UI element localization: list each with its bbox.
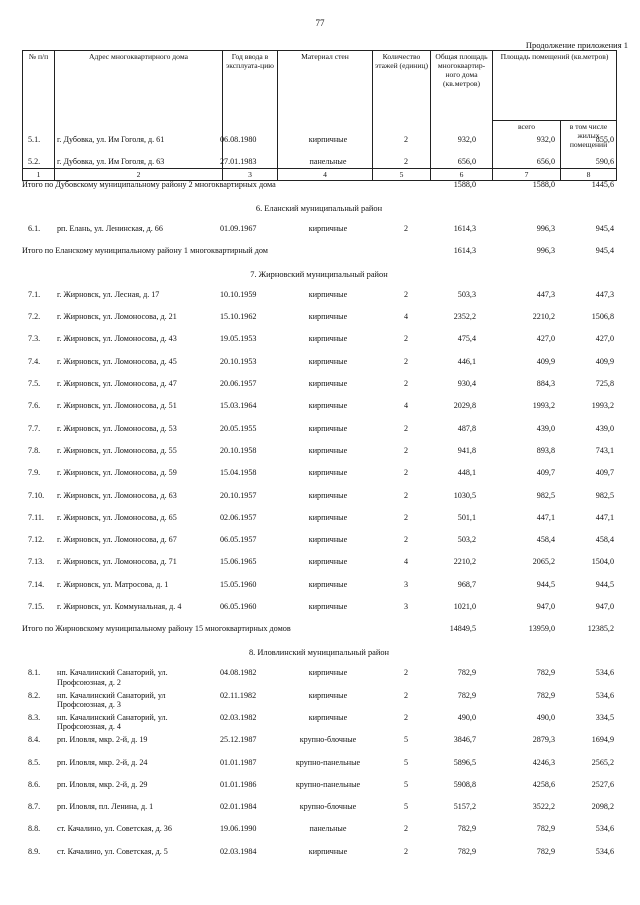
column-number: 5 (373, 169, 431, 181)
wall-material: крупно-блочные (299, 802, 357, 812)
wall-material: кирпичные (308, 423, 348, 433)
living-area: 458,4 (595, 535, 614, 545)
table-row (22, 780, 616, 802)
row-number: 8.5. (28, 757, 41, 767)
wall-material: кирпичные (308, 579, 348, 589)
total-area: 501,1 (457, 512, 476, 522)
living-area: 945,4 (595, 245, 614, 255)
address: г. Жирновск, ул. Матросова, д. 1 (57, 579, 169, 589)
table-row (22, 802, 616, 824)
commission-date: 06.05.1960 (220, 602, 257, 612)
wall-material: панельные (309, 157, 347, 167)
living-area: 1445,6 (591, 179, 614, 189)
table-row (22, 290, 616, 312)
floors: 2 (403, 512, 408, 522)
premises-area: 982,5 (536, 490, 555, 500)
floors: 2 (403, 289, 408, 299)
total-area: 2210,2 (453, 557, 476, 567)
page-number: 77 (315, 18, 325, 28)
floors: 4 (403, 557, 408, 567)
floors: 5 (403, 757, 408, 767)
living-area: 447,3 (595, 289, 614, 299)
premises-area: 893,8 (536, 445, 555, 455)
living-area: 447,1 (595, 512, 614, 522)
total-area: 782,9 (457, 846, 476, 856)
living-area: 534,6 (595, 668, 614, 678)
floors: 2 (403, 490, 408, 500)
floors: 3 (403, 579, 408, 589)
address: ст. Качалино, ул. Советская, д. 36 (57, 824, 172, 834)
commission-date: 20.10.1957 (220, 490, 257, 500)
premises-area: 2879,3 (532, 735, 555, 745)
premises-area: 13959,0 (528, 624, 555, 634)
table-row (22, 224, 616, 246)
total-area: 5908,8 (453, 779, 476, 789)
premises-area: 932,0 (536, 135, 555, 144)
row-number: 7.13. (28, 557, 45, 567)
row-number: 7.14. (28, 579, 45, 589)
total-area: 503,2 (457, 535, 476, 545)
total-area: 3846,7 (453, 735, 476, 745)
table-row (22, 424, 616, 446)
total-area: 490,0 (457, 712, 476, 722)
continuation-note: Продолжение приложения 1 (525, 40, 628, 50)
commission-date: 20.06.1957 (220, 379, 257, 389)
commission-date: 15.10.1962 (220, 312, 257, 322)
address: г. Дубовка, ул. Им Гоголя, д. 61 (57, 135, 165, 144)
floors: 3 (403, 602, 408, 612)
wall-material: кирпичные (308, 602, 348, 612)
total-area: 1614,3 (453, 223, 476, 233)
living-area: 590,6 (595, 157, 614, 167)
row-number: 6.1. (28, 223, 41, 233)
table-row (22, 602, 616, 624)
living-area: 1506,8 (591, 312, 614, 322)
address: г. Жирновск, ул. Ломоносова, д. 47 (57, 379, 177, 389)
premises-area: 2210,2 (532, 312, 555, 322)
address: рп. Иловля, мкр. 2-й, д. 29 (57, 779, 148, 789)
address: рп. Иловля, мкр. 2-й, д. 24 (57, 757, 148, 767)
commission-date: 15.05.1960 (220, 579, 257, 589)
floors: 2 (403, 445, 408, 455)
table-row (22, 379, 616, 401)
row-number: 7.5. (28, 379, 41, 389)
wall-material: кирпичные (308, 468, 348, 478)
total-area: 1021,0 (453, 602, 476, 612)
column-number: 1 (23, 169, 55, 181)
floors: 2 (403, 423, 408, 433)
premises-area: 439,0 (536, 423, 555, 433)
table-row (22, 580, 616, 602)
living-area: 2527,6 (591, 779, 614, 789)
table-row (22, 157, 616, 179)
premises-area: 4258,6 (532, 779, 555, 789)
header-number: № п/п (23, 51, 55, 169)
section-heading: 7. Жирновский муниципальный район (250, 269, 388, 279)
premises-area: 884,3 (536, 379, 555, 389)
address: г. Дубовка, ул. Им Гоголя, д. 63 (57, 157, 165, 167)
total-area: 503,3 (457, 289, 476, 299)
total-area: 930,4 (457, 379, 476, 389)
table-row (22, 535, 616, 557)
row-number: 5.1. (28, 135, 41, 144)
total-area: 1588,0 (453, 179, 476, 189)
wall-material: кирпичные (308, 557, 348, 567)
premises-area: 458,4 (536, 535, 555, 545)
commission-date: 10.10.1959 (220, 289, 257, 299)
wall-material: кирпичные (308, 512, 348, 522)
living-area: 409,9 (595, 356, 614, 366)
total-area: 5157,2 (453, 802, 476, 812)
living-area: 944,5 (595, 579, 614, 589)
table-row (22, 357, 616, 379)
address: нп. Качалинский Санаторий, ул Профсоюзная, д. 3 (57, 690, 166, 710)
floors: 2 (403, 135, 408, 144)
wall-material: крупно-панельные (295, 779, 361, 789)
wall-material: кирпичные (308, 445, 348, 455)
table-row (22, 691, 616, 713)
total-area: 446,1 (457, 356, 476, 366)
header-year: Год ввода в эксплуата-цию (223, 51, 278, 169)
living-area: 2565,2 (591, 757, 614, 767)
premises-area: 656,0 (536, 157, 555, 167)
table-row (22, 713, 616, 735)
commission-date: 19.06.1990 (220, 824, 257, 834)
address: рп. Иловля, пл. Ленина, д. 1 (57, 802, 154, 812)
commission-date: 01.01.1987 (220, 757, 257, 767)
wall-material: кирпичные (308, 490, 348, 500)
wall-material: кирпичные (308, 334, 348, 344)
living-area: 1694,9 (591, 735, 614, 745)
row-number: 8.4. (28, 735, 41, 745)
section-heading: 8. Иловлинский муниципальный район (248, 648, 390, 658)
wall-material: кирпичные (308, 690, 348, 700)
table-row (22, 401, 616, 423)
column-number: 7 (493, 169, 561, 181)
premises-area: 996,3 (536, 245, 555, 255)
total-row (22, 180, 616, 204)
row-number: 7.2. (28, 312, 41, 322)
floors: 2 (403, 824, 408, 834)
section-row (22, 648, 616, 668)
premises-area: 782,9 (536, 690, 555, 700)
header-premises-living: в том числе жилых помещений (561, 121, 617, 169)
premises-area: 1993,2 (532, 401, 555, 411)
address: г. Жирновск, ул. Ломоносова, д. 53 (57, 423, 177, 433)
premises-area: 944,5 (536, 579, 555, 589)
header-premises-area: Площадь помещений (кв.метров) (493, 51, 617, 121)
total-area: 968,7 (457, 579, 476, 589)
commission-date: 02.06.1957 (220, 512, 257, 522)
total-area: 487,8 (457, 423, 476, 433)
wall-material: кирпичные (308, 401, 348, 411)
row-number: 8.8. (28, 824, 41, 834)
row-number: 7.1. (28, 289, 41, 299)
floors: 4 (403, 401, 408, 411)
living-area: 2098,2 (591, 802, 614, 812)
address: г. Жирновск, ул. Ломоносова, д. 45 (57, 356, 177, 366)
wall-material: кирпичные (308, 356, 348, 366)
header-premises-total: всего (493, 121, 561, 169)
commission-date: 19.05.1953 (220, 334, 257, 344)
table-row (22, 334, 616, 356)
total-area: 5896,5 (453, 757, 476, 767)
commission-date: 15.04.1958 (220, 468, 257, 478)
living-area: 1504,0 (591, 557, 614, 567)
wall-material: крупно-панельные (295, 757, 361, 767)
address: г. Жирновск, ул. Ломоносова, д. 65 (57, 512, 177, 522)
total-area: 1030,5 (453, 490, 476, 500)
row-number: 7.15. (28, 602, 45, 612)
commission-date: 06.05.1957 (220, 535, 257, 545)
total-area: 14849,5 (449, 624, 476, 634)
premises-area: 782,9 (536, 824, 555, 834)
wall-material: кирпичные (308, 289, 348, 299)
floors: 2 (403, 535, 408, 545)
total-area: 932,0 (457, 135, 476, 144)
wall-material: кирпичные (308, 712, 348, 722)
row-number: 7.12. (28, 535, 45, 545)
floors: 5 (403, 735, 408, 745)
total-area: 448,1 (457, 468, 476, 478)
address: г. Жирновск, ул. Ломоносова, д. 55 (57, 445, 177, 455)
commission-date: 27.01.1983 (220, 157, 257, 167)
wall-material: кирпичные (308, 535, 348, 545)
premises-area: 996,3 (536, 223, 555, 233)
total-label: Итого по Жирновскому муниципальному району 15 многоквартирных домов (22, 624, 291, 634)
floors: 5 (403, 802, 408, 812)
row-number: 8.6. (28, 779, 41, 789)
living-area: 982,5 (595, 490, 614, 500)
commission-date: 15.06.1965 (220, 557, 257, 567)
table-row (22, 513, 616, 535)
total-area: 782,9 (457, 690, 476, 700)
floors: 4 (403, 312, 408, 322)
row-number: 7.11. (28, 512, 44, 522)
floors: 2 (403, 468, 408, 478)
address: рп. Иловля, мкр. 2-й, д. 19 (57, 735, 148, 745)
address: г. Жирновск, ул. Ломоносова, д. 43 (57, 334, 177, 344)
address: г. Жирновск, ул. Ломоносова, д. 21 (57, 312, 177, 322)
table-row (22, 735, 616, 757)
premises-area: 490,0 (536, 712, 555, 722)
living-area: 855,0 (595, 135, 614, 144)
commission-date: 01.01.1986 (220, 779, 257, 789)
living-area: 12385,2 (587, 624, 614, 634)
living-area: 945,4 (595, 223, 614, 233)
row-number: 8.2. (28, 690, 41, 700)
column-number: 8 (561, 169, 617, 181)
floors: 2 (403, 690, 408, 700)
living-area: 725,8 (595, 379, 614, 389)
section-row (22, 204, 616, 224)
row-number: 8.3. (28, 712, 41, 722)
header-floors: Количество этажей (единиц) (373, 51, 431, 169)
premises-area: 427,0 (536, 334, 555, 344)
row-number: 8.9. (28, 846, 41, 856)
wall-material: панельные (309, 824, 347, 834)
column-number: 4 (278, 169, 373, 181)
living-area: 947,0 (595, 602, 614, 612)
table-row (22, 557, 616, 579)
floors: 2 (403, 356, 408, 366)
total-area: 782,9 (457, 668, 476, 678)
address: г. Жирновск, ул. Ломоносова, д. 51 (57, 401, 177, 411)
commission-date: 04.08.1982 (220, 668, 257, 678)
total-row (22, 246, 616, 270)
commission-date: 25.12.1987 (220, 735, 257, 745)
living-area: 534,6 (595, 846, 614, 856)
total-label: Итого по Еланскому муниципальному району 1 многоквартирный дом (22, 245, 268, 255)
total-area: 2029,8 (453, 401, 476, 411)
total-area: 782,9 (457, 824, 476, 834)
row-number: 7.7. (28, 423, 41, 433)
table-row (22, 468, 616, 490)
row-number: 7.3. (28, 334, 41, 344)
premises-area: 447,1 (536, 512, 555, 522)
living-area: 439,0 (595, 423, 614, 433)
address: ст. Качалино, ул. Советская, д. 5 (57, 846, 168, 856)
premises-area: 3522,2 (532, 802, 555, 812)
living-area: 409,7 (595, 468, 614, 478)
living-area: 534,6 (595, 690, 614, 700)
wall-material: кирпичные (308, 668, 348, 678)
commission-date: 20.10.1953 (220, 356, 257, 366)
premises-area: 409,9 (536, 356, 555, 366)
living-area: 334,5 (595, 712, 614, 722)
premises-area: 782,9 (536, 846, 555, 856)
premises-area: 409,7 (536, 468, 555, 478)
total-label: Итого по Дубовскому муниципальному району 2 многоквартирных дома (22, 179, 276, 189)
floors: 2 (403, 846, 408, 856)
total-area: 941,8 (457, 445, 476, 455)
commission-date: 02.01.1984 (220, 802, 257, 812)
wall-material: кирпичные (308, 312, 348, 322)
table-row (22, 824, 616, 846)
row-number: 7.4. (28, 356, 41, 366)
column-number: 2 (55, 169, 223, 181)
table-row (22, 312, 616, 334)
floors: 2 (403, 223, 408, 233)
address: нп. Качалинский Санаторий, ул. Профсоюзная, д. 4 (57, 712, 168, 732)
premises-area: 947,0 (536, 602, 555, 612)
wall-material: кирпичные (308, 379, 348, 389)
living-area: 534,6 (595, 824, 614, 834)
living-area: 743,1 (595, 445, 614, 455)
wall-material: кирпичные (308, 223, 348, 233)
address: г. Жирновск, ул. Ломоносова, д. 71 (57, 557, 177, 567)
header-total-area: Общая площадь многоквартир-ного дома (кв.метров) (431, 51, 493, 169)
premises-area: 4246,3 (532, 757, 555, 767)
floors: 2 (403, 157, 408, 167)
address: г. Жирновск, ул. Коммунальная, д. 4 (57, 602, 182, 612)
address: г. Жирновск, ул. Ломоносова, д. 67 (57, 535, 177, 545)
section-heading: 6. Еланский муниципальный район (255, 203, 383, 213)
address: рп. Елань, ул. Ленинская, д. 66 (57, 223, 163, 233)
row-number: 8.1. (28, 668, 41, 678)
commission-date: 06.08.1980 (220, 135, 257, 144)
living-area: 427,0 (595, 334, 614, 344)
section-row (22, 270, 616, 290)
premises-area: 447,3 (536, 289, 555, 299)
table-row (22, 758, 616, 780)
commission-date: 15.03.1964 (220, 401, 257, 411)
commission-date: 20.10.1958 (220, 445, 257, 455)
table-row (22, 135, 616, 157)
table-body (22, 135, 616, 869)
commission-date: 02.03.1982 (220, 712, 257, 722)
wall-material: кирпичные (308, 846, 348, 856)
living-area: 1993,2 (591, 401, 614, 411)
table-row (22, 847, 616, 869)
column-number: 6 (431, 169, 493, 181)
row-number: 7.10. (28, 490, 45, 500)
commission-date: 20.05.1955 (220, 423, 257, 433)
row-number: 7.9. (28, 468, 41, 478)
address: г. Жирновск, ул. Ломоносова, д. 63 (57, 490, 177, 500)
table-row (22, 668, 616, 690)
row-number: 8.7. (28, 802, 41, 812)
floors: 2 (403, 334, 408, 344)
total-area: 656,0 (457, 157, 476, 167)
row-number: 7.8. (28, 445, 41, 455)
floors: 2 (403, 668, 408, 678)
table-row (22, 446, 616, 468)
column-number: 3 (223, 169, 278, 181)
wall-material: кирпичные (308, 135, 348, 144)
row-number: 5.2. (28, 157, 41, 167)
commission-date: 02.03.1984 (220, 846, 257, 856)
total-area: 1614,3 (453, 245, 476, 255)
address: нп. Качалинский Санаторий, ул. Профсоюзная, д. 2 (57, 668, 168, 687)
header-address: Адрес многоквартирного дома (55, 51, 223, 169)
floors: 5 (403, 779, 408, 789)
floors: 2 (403, 379, 408, 389)
row-number: 7.6. (28, 401, 41, 411)
floors: 2 (403, 712, 408, 722)
total-area: 2352,2 (453, 312, 476, 322)
total-area: 475,4 (457, 334, 476, 344)
premises-area: 782,9 (536, 668, 555, 678)
header-material: Материал стен (278, 51, 373, 169)
address: г. Жирновск, ул. Лесная, д. 17 (57, 289, 160, 299)
total-row (22, 624, 616, 648)
address: г. Жирновск, ул. Ломоносова, д. 59 (57, 468, 177, 478)
commission-date: 02.11.1982 (220, 690, 257, 700)
wall-material: крупно-блочные (299, 735, 357, 745)
premises-area: 1588,0 (532, 179, 555, 189)
commission-date: 01.09.1967 (220, 223, 257, 233)
table-row (22, 491, 616, 513)
premises-area: 2065,2 (532, 557, 555, 567)
